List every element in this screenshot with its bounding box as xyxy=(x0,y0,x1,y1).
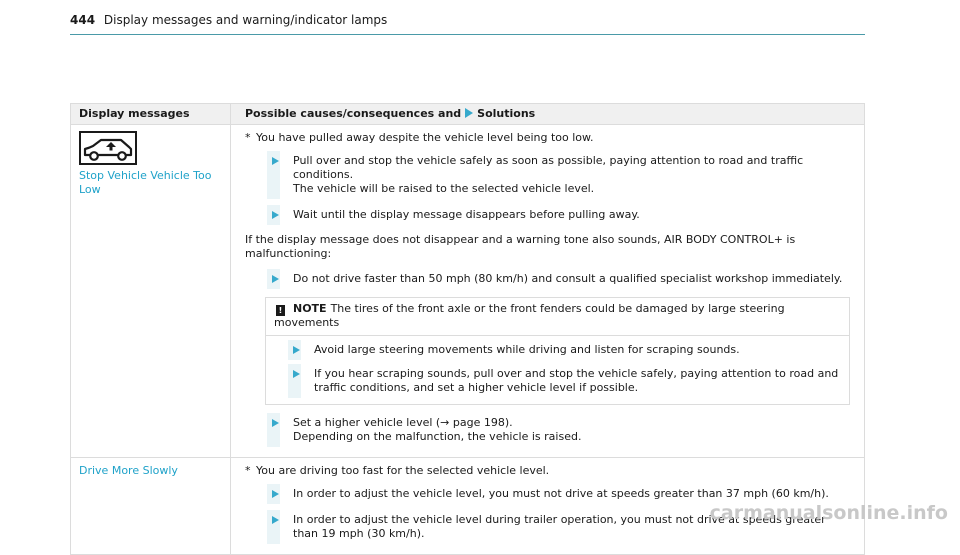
solution-step: Pull over and stop the vehicle safely as soon as possible, paying attention to road and traffic conditions. The vehicle will be raised to the selected vehicle level. xyxy=(245,151,850,199)
message-cell xyxy=(71,125,231,458)
cause-line: * You have pulled away despite the vehicle level being too low. xyxy=(245,131,594,144)
step-arrow-icon xyxy=(272,516,279,524)
column-header-display-messages: Display messages xyxy=(71,104,231,125)
column-header-causes-text: Possible causes/consequences and xyxy=(245,107,462,120)
step-arrow-icon xyxy=(272,157,279,165)
page-number: 444 xyxy=(70,13,96,27)
causes-solutions-cell xyxy=(231,125,865,458)
solution-step: Wait until the display message disappears before pulling away. xyxy=(245,205,850,225)
message-label-drive-more-slowly: Drive More Slowly xyxy=(79,464,178,477)
solution-step: Set a higher vehicle level (→ page 198). Depending on the malfunction, the vehicle is raised. xyxy=(245,413,850,447)
message-cell xyxy=(71,458,231,555)
step-arrow-icon xyxy=(272,419,279,427)
step-arrow-icon xyxy=(272,211,279,219)
solution-step: Do not drive faster than 50 mph (80 km/h) and consult a qualified specialist workshop immediately. xyxy=(245,269,850,289)
exclamation-icon: ! xyxy=(276,305,285,316)
table-row xyxy=(71,125,865,458)
page-header xyxy=(70,8,865,35)
note-body xyxy=(266,340,849,404)
column-header-solutions-text: Solutions xyxy=(477,107,536,120)
vehicle-level-raise-icon xyxy=(79,131,137,165)
page-header-title: Display messages and warning/indicator lamps xyxy=(103,13,388,27)
cause-line: * You are driving too fast for the selected vehicle level. xyxy=(245,464,550,477)
step-arrow-icon xyxy=(272,490,279,498)
column-header-causes-solutions xyxy=(231,104,865,125)
note-box xyxy=(265,297,850,405)
solution-arrow-icon xyxy=(465,108,473,118)
step-arrow-icon xyxy=(293,346,300,354)
note-header: ! NOTE The tires of the front axle or the front fenders could be damaged by large steering movements xyxy=(266,298,849,336)
table-header-row xyxy=(71,104,865,125)
message-label-vehicle-too-low: Stop Vehicle Vehicle Too Low xyxy=(79,169,212,196)
solution-step: In order to adjust the vehicle level during trailer operation, you must not drive at speeds greater than 19 mph (30 km/h). xyxy=(245,510,850,544)
note-step: If you hear scraping sounds, pull over and stop the vehicle safely, paying attention to road and traffic conditions, and set a higher vehicle level if possible. xyxy=(266,364,839,398)
note-step: Avoid large steering movements while driving and listen for scraping sounds. xyxy=(266,340,839,360)
step-arrow-icon xyxy=(293,370,300,378)
watermark: carmanualsonline.info xyxy=(709,502,948,524)
step-arrow-icon xyxy=(272,275,279,283)
display-messages-table xyxy=(70,103,865,555)
malfunction-text: If the display message does not disappear and a warning tone also sounds, AIR BODY CONTROL+ is malfunctioning: xyxy=(245,233,796,260)
solution-step: In order to adjust the vehicle level, you must not drive at speeds greater than 37 mph (60 km/h). xyxy=(245,484,850,504)
